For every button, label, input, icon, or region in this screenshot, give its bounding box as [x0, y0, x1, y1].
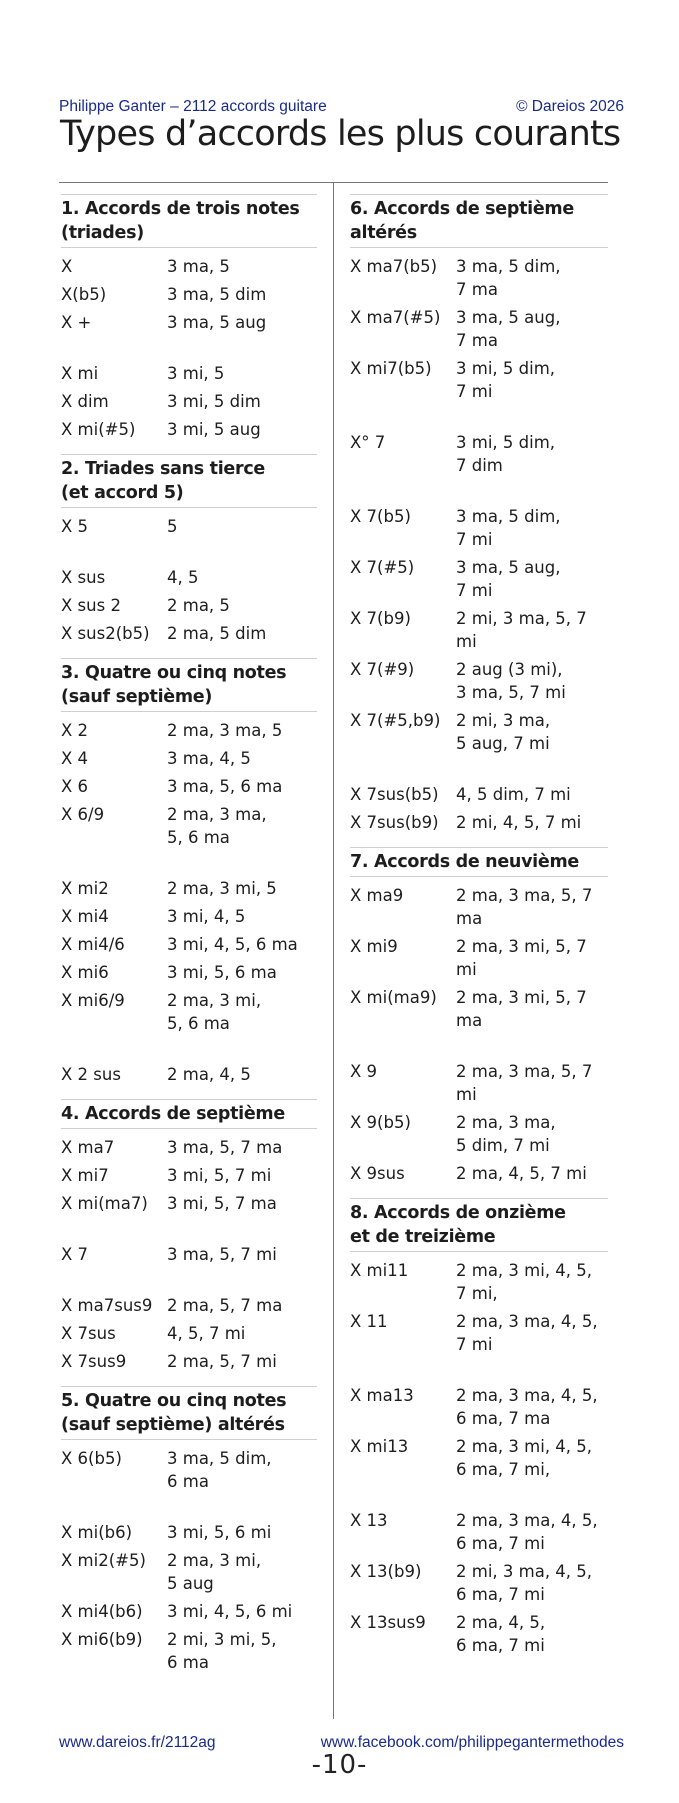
chord-intervals: 2 ma, 3 ma, 4, 5, 6 ma, 7 ma [456, 1386, 598, 1428]
chord-row [61, 1243, 317, 1266]
chord-symbol: X [61, 257, 73, 276]
chord-symbol: X 7(b5) [350, 507, 411, 526]
chord-symbol: X° 7 [350, 433, 386, 452]
chord-row [61, 311, 317, 334]
page-number: -10- [311, 1750, 368, 1780]
chord-row [61, 747, 317, 770]
section-heading-line: (sauf septième) [61, 687, 213, 707]
chord-row [61, 1322, 317, 1345]
group-spacer [61, 1498, 317, 1521]
chord-symbol: X 13(b9) [350, 1562, 422, 1581]
chord-row [61, 989, 317, 1035]
chord-intervals: 3 mi, 5, 7 ma [167, 1194, 277, 1213]
group-spacer [350, 1361, 608, 1384]
chord-intervals: 2 ma, 3 ma, 4, 5, 6 ma, 7 mi [456, 1511, 598, 1553]
chord-symbol: X 13sus9 [350, 1613, 426, 1632]
left-column [61, 183, 317, 1679]
column-divider [333, 182, 334, 1719]
section-heading [61, 194, 317, 248]
chord-intervals: 2 ma, 4, 5, 7 mi [456, 1164, 587, 1183]
chord-intervals: 3 mi, 4, 5, 6 mi [167, 1602, 293, 1621]
chord-row [350, 505, 608, 551]
chord-symbol: X ma13 [350, 1386, 414, 1405]
chord-section [61, 658, 317, 1086]
chord-section [61, 454, 317, 645]
chord-symbol: X mi13 [350, 1437, 409, 1456]
section-heading-line: (sauf septième) altérés [61, 1415, 285, 1435]
chord-intervals: 3 ma, 5 dim, 7 mi [456, 507, 561, 549]
chord-row [61, 905, 317, 928]
chord-row [350, 1435, 608, 1481]
chord-symbol: X mi [61, 364, 99, 383]
chord-row [61, 566, 317, 589]
group-spacer [350, 1037, 608, 1060]
chord-intervals: 2 ma, 4, 5 [167, 1065, 251, 1084]
chord-row [61, 1164, 317, 1187]
chord-row [350, 884, 608, 930]
chord-symbol: X mi9 [350, 937, 398, 956]
chord-intervals: 3 ma, 5 aug [167, 313, 267, 332]
chord-intervals: 4, 5 dim, 7 mi [456, 785, 571, 804]
chord-symbol: X ma7 [61, 1138, 115, 1157]
chord-symbol: X 6 [61, 777, 89, 796]
chord-intervals: 2 ma, 3 mi, 4, 5, 6 ma, 7 mi, [456, 1437, 593, 1479]
chord-symbol: X + [61, 313, 92, 332]
chord-intervals: 3 ma, 5 aug, 7 mi [456, 558, 561, 600]
chord-symbol: X sus2(b5) [61, 624, 150, 643]
chord-intervals: 2 ma, 3 mi, 5 [167, 879, 277, 898]
chord-row [61, 362, 317, 385]
chord-intervals: 2 ma, 5, 7 ma [167, 1296, 283, 1315]
chord-row [350, 1259, 608, 1305]
chord-row [61, 933, 317, 956]
chord-intervals: 3 ma, 5 [167, 257, 230, 276]
page-title: Types d’accords les plus courants [60, 114, 621, 154]
group-spacer [350, 1486, 608, 1509]
chord-row [61, 515, 317, 538]
chord-intervals: 2 ma, 3 ma, 5, 7 ma [456, 886, 593, 928]
chord-intervals: 3 mi, 5, 7 mi [167, 1166, 272, 1185]
chord-row [61, 803, 317, 849]
chord-symbol: X mi4(b6) [61, 1602, 143, 1621]
section-heading-line: 4. Accords de septième [61, 1104, 285, 1124]
chord-row [350, 1111, 608, 1157]
chord-row [350, 709, 608, 755]
chord-symbol: X 6(b5) [61, 1449, 122, 1468]
section-heading [350, 194, 608, 248]
chord-symbol: X 9(b5) [350, 1113, 411, 1132]
chord-symbol: X 7 [61, 1245, 89, 1264]
chord-row [61, 1549, 317, 1595]
right-column [350, 183, 608, 1662]
section-heading-line: (et accord 5) [61, 483, 184, 503]
group-spacer [350, 408, 608, 431]
section-heading-line: 2. Triades sans tierce [61, 459, 265, 479]
chord-symbol: X 11 [350, 1312, 388, 1331]
chord-row [350, 986, 608, 1032]
chord-symbol: X 7(b9) [350, 609, 411, 628]
chord-row [350, 1560, 608, 1606]
section-heading [61, 1099, 317, 1129]
chord-symbol: X mi6(b9) [61, 1630, 143, 1649]
chord-row [61, 1628, 317, 1674]
section-heading [350, 847, 608, 877]
chord-row [61, 1350, 317, 1373]
chord-symbol: X mi6/9 [61, 991, 125, 1010]
header-copyright: © Dareios 2026 [516, 98, 624, 115]
chord-row [350, 556, 608, 602]
header-author: Philippe Ganter – 2112 accords guitare [59, 98, 327, 115]
chord-row [61, 594, 317, 617]
chord-row [350, 811, 608, 834]
chord-symbol: X mi(ma7) [61, 1194, 148, 1213]
chord-section [61, 1099, 317, 1373]
section-heading [61, 1386, 317, 1440]
group-spacer [350, 760, 608, 783]
chord-symbol: X sus 2 [61, 596, 121, 615]
chord-intervals: 3 ma, 5, 7 ma [167, 1138, 283, 1157]
chord-intervals: 2 mi, 3 ma, 5 aug, 7 mi [456, 711, 551, 753]
group-spacer [350, 482, 608, 505]
chord-symbol: X 7(#9) [350, 660, 415, 679]
group-spacer [61, 1220, 317, 1243]
chord-intervals: 3 ma, 5 dim [167, 285, 267, 304]
chord-intervals: 3 mi, 5, 6 mi [167, 1523, 272, 1542]
chord-intervals: 2 ma, 3 ma, 4, 5, 7 mi [456, 1312, 598, 1354]
chord-symbol: X 7sus [61, 1324, 116, 1343]
chord-intervals: 4, 5, 7 mi [167, 1324, 246, 1343]
chord-row [350, 1310, 608, 1356]
chord-intervals: 2 ma, 3 mi, 5, 6 ma [167, 991, 262, 1033]
chord-row [350, 607, 608, 653]
chord-row [61, 390, 317, 413]
chord-row [61, 622, 317, 645]
section-heading-line: 6. Accords de septième [350, 199, 574, 219]
section-heading-line: 3. Quatre ou cinq notes [61, 663, 287, 683]
chord-section [350, 194, 608, 834]
chord-intervals: 2 ma, 5, 7 mi [167, 1352, 277, 1371]
chord-intervals: 2 ma, 3 ma, 5, 6 ma [167, 805, 267, 847]
group-spacer [61, 339, 317, 362]
group-spacer [61, 1040, 317, 1063]
chord-intervals: 3 ma, 5 dim, 7 ma [456, 257, 561, 299]
chord-intervals: 2 mi, 4, 5, 7 mi [456, 813, 582, 832]
chord-row [61, 1294, 317, 1317]
chord-intervals: 3 mi, 5 dim, 7 mi [456, 359, 556, 401]
section-heading-line: et de treizième [350, 1227, 496, 1247]
chord-intervals: 3 mi, 5 dim [167, 392, 261, 411]
chord-symbol: X mi2 [61, 879, 109, 898]
footer-facebook-link[interactable]: www.facebook.com/philippegantermethodes [320, 1734, 624, 1751]
chord-row [350, 783, 608, 806]
chord-row [350, 1060, 608, 1106]
section-heading [61, 658, 317, 712]
chord-intervals: 2 ma, 3 mi, 4, 5, 7 mi, [456, 1261, 593, 1303]
chord-row [350, 1384, 608, 1430]
chord-intervals: 2 mi, 3 mi, 5, 6 ma [167, 1630, 277, 1672]
chord-section [61, 194, 317, 441]
chord-row [350, 658, 608, 704]
chord-row [61, 1063, 317, 1086]
group-spacer [61, 854, 317, 877]
chord-intervals: 2 mi, 3 ma, 4, 5, 6 ma, 7 mi [456, 1562, 593, 1604]
chord-row [61, 255, 317, 278]
chord-row [350, 431, 608, 477]
chord-symbol: X 7(#5,b9) [350, 711, 441, 730]
chord-intervals: 2 ma, 3 ma, 5 [167, 721, 283, 740]
chord-row [61, 1447, 317, 1493]
chord-symbol: X mi(b6) [61, 1523, 133, 1542]
chord-symbol: X ma7(#5) [350, 308, 441, 327]
section-heading-line: (triades) [61, 223, 144, 243]
chord-row [61, 418, 317, 441]
chord-symbol: X mi7(b5) [350, 359, 432, 378]
chord-symbol: X ma7(b5) [350, 257, 438, 276]
chord-symbol: X mi2(#5) [61, 1551, 146, 1570]
chord-intervals: 3 mi, 4, 5 [167, 907, 246, 926]
chord-symbol: X 7sus(b9) [350, 813, 439, 832]
footer-website-link[interactable]: www.dareios.fr/2112ag [59, 1734, 216, 1751]
chord-intervals: 2 ma, 5 [167, 596, 230, 615]
chord-intervals: 5 [167, 517, 178, 536]
chord-symbol: X 9sus [350, 1164, 405, 1183]
chord-section [350, 847, 608, 1185]
section-heading-line: 1. Accords de trois notes [61, 199, 300, 219]
chord-symbol: X 6/9 [61, 805, 105, 824]
chord-intervals: 3 mi, 5 [167, 364, 225, 383]
chord-intervals: 3 ma, 5 dim, 6 ma [167, 1449, 272, 1491]
chord-intervals: 3 mi, 5 aug [167, 420, 261, 439]
chord-row [350, 1162, 608, 1185]
chord-symbol: X(b5) [61, 285, 107, 304]
chord-intervals: 2 ma, 5 dim [167, 624, 267, 643]
chord-intervals: 2 ma, 3 mi, 5, 7 mi [456, 937, 587, 979]
chord-symbol: X 7sus(b5) [350, 785, 439, 804]
chord-section [61, 1386, 317, 1674]
chord-intervals: 3 mi, 5, 6 ma [167, 963, 277, 982]
chord-intervals: 3 ma, 5, 6 ma [167, 777, 283, 796]
chord-row [350, 255, 608, 301]
chord-intervals: 2 mi, 3 ma, 5, 7 mi [456, 609, 587, 651]
group-spacer [61, 543, 317, 566]
chord-symbol: X 7sus9 [61, 1352, 127, 1371]
section-heading-line: 8. Accords de onzième [350, 1203, 566, 1223]
chord-symbol: X mi6 [61, 963, 109, 982]
chord-symbol: X mi4/6 [61, 935, 125, 954]
chord-row [350, 306, 608, 352]
chord-symbol: X 4 [61, 749, 89, 768]
chord-row [61, 1192, 317, 1215]
chord-intervals: 3 ma, 4, 5 [167, 749, 251, 768]
chord-symbol: X dim [61, 392, 109, 411]
chord-row [61, 1136, 317, 1159]
chord-symbol: X mi11 [350, 1261, 409, 1280]
section-heading-line: 5. Quatre ou cinq notes [61, 1391, 287, 1411]
section-heading [61, 454, 317, 508]
chord-intervals: 2 ma, 4, 5, 6 ma, 7 mi [456, 1613, 546, 1655]
chord-intervals: 4, 5 [167, 568, 199, 587]
chord-symbol: X sus [61, 568, 106, 587]
chord-row [61, 283, 317, 306]
chord-symbol: X mi4 [61, 907, 109, 926]
chord-row [61, 775, 317, 798]
chord-symbol: X mi7 [61, 1166, 109, 1185]
chord-symbol: X 5 [61, 517, 89, 536]
chord-symbol: X mi(#5) [61, 420, 136, 439]
chord-row [350, 935, 608, 981]
chord-row [61, 1600, 317, 1623]
chord-intervals: 2 aug (3 mi), 3 ma, 5, 7 mi [456, 660, 566, 702]
chord-symbol: X 13 [350, 1511, 388, 1530]
chord-symbol: X 2 [61, 721, 89, 740]
chord-row [350, 1611, 608, 1657]
chord-intervals: 3 ma, 5, 7 mi [167, 1245, 277, 1264]
chord-symbol: X mi(ma9) [350, 988, 437, 1007]
chord-symbol: X ma9 [350, 886, 404, 905]
chord-symbol: X 9 [350, 1062, 378, 1081]
chord-symbol: X 7(#5) [350, 558, 415, 577]
chord-intervals: 3 mi, 5 dim, 7 dim [456, 433, 556, 475]
chord-section [350, 1198, 608, 1657]
chord-intervals: 3 mi, 4, 5, 6 ma [167, 935, 298, 954]
chord-symbol: X ma7sus9 [61, 1296, 153, 1315]
chord-row [61, 1521, 317, 1544]
chord-row [61, 961, 317, 984]
chord-symbol: X 2 sus [61, 1065, 121, 1084]
chord-intervals: 2 ma, 3 mi, 5 aug [167, 1551, 262, 1593]
chord-row [61, 719, 317, 742]
group-spacer [61, 1271, 317, 1294]
chord-row [61, 877, 317, 900]
section-heading [350, 1198, 608, 1252]
section-heading-line: altérés [350, 223, 417, 243]
section-heading-line: 7. Accords de neuvième [350, 852, 579, 872]
chord-intervals: 2 ma, 3 mi, 5, 7 ma [456, 988, 587, 1030]
chord-intervals: 2 ma, 3 ma, 5, 7 mi [456, 1062, 593, 1104]
chord-row [350, 357, 608, 403]
chord-row [350, 1509, 608, 1555]
chord-intervals: 3 ma, 5 aug, 7 ma [456, 308, 561, 350]
chord-intervals: 2 ma, 3 ma, 5 dim, 7 mi [456, 1113, 556, 1155]
